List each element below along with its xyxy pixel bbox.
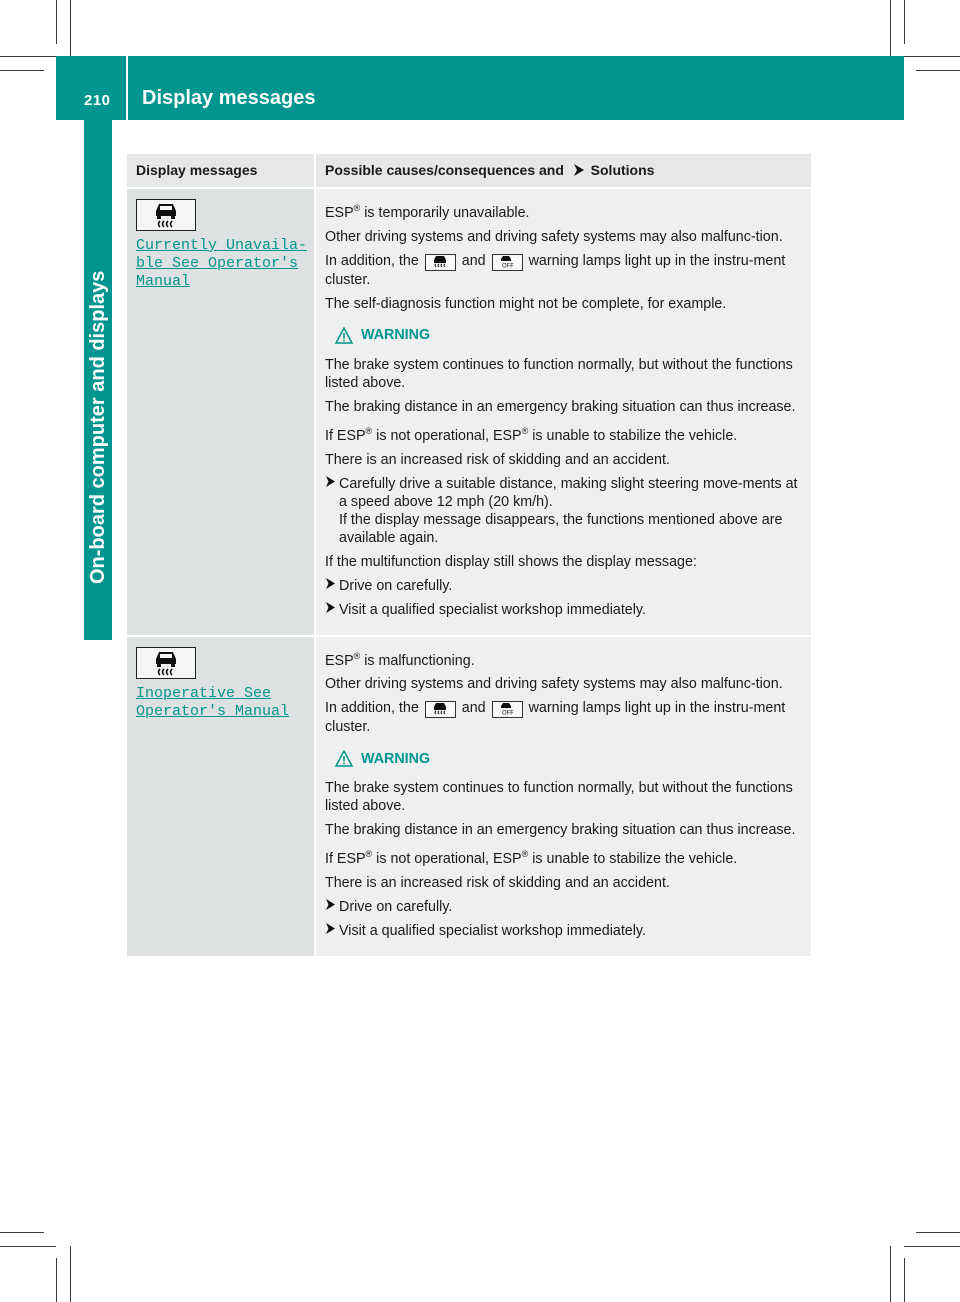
warning-triangle-icon xyxy=(335,327,353,344)
warning-heading: WARNING xyxy=(335,327,802,344)
crop-mark xyxy=(0,56,56,57)
header-divider xyxy=(126,56,128,120)
warning-paragraph: The braking distance in an emergency braking situation can thus increase. xyxy=(325,398,796,415)
esp-off-icon xyxy=(492,701,523,718)
page-number: 210 xyxy=(84,92,111,109)
crop-mark xyxy=(904,0,905,44)
crop-mark xyxy=(0,70,44,71)
step-arrow-icon xyxy=(325,577,339,595)
esp-skid-car-icon xyxy=(425,254,456,271)
crop-mark xyxy=(904,1246,960,1247)
warning-paragraph: The braking distance in an emergency braking situation can thus increase. xyxy=(325,822,796,839)
cause-paragraph: Other driving systems and driving safety systems may also malfunc-tion. xyxy=(325,228,783,245)
cause-paragraph: In addition, the and OFF warning lamps light up in the instru-ment cluster. xyxy=(325,252,786,288)
crop-mark xyxy=(56,0,57,44)
table-row xyxy=(127,189,811,635)
display-message-text: Inoperative See Operator's Manual xyxy=(136,684,290,720)
solution-step: Carefully drive a suitable distance, making slight steering move-ments at a speed above 12 mph (20 km/h). If the display message disappears, the functions mentioned above are available again. xyxy=(325,475,802,547)
column-header-messages: Display messages xyxy=(127,154,315,187)
crop-mark xyxy=(0,1246,56,1247)
solution-step: Drive on carefully. xyxy=(325,577,802,595)
svg-text:OFF: OFF xyxy=(502,262,514,268)
display-messages-table xyxy=(127,154,811,956)
cause-paragraph: ESP® is temporarily unavailable. xyxy=(325,203,530,221)
crop-mark xyxy=(0,1232,44,1233)
crop-mark xyxy=(890,1246,891,1302)
crop-mark xyxy=(70,1246,71,1302)
step-arrow-icon xyxy=(572,164,584,176)
cause-paragraph: The self-diagnosis function might not be complete, for example. xyxy=(325,295,727,312)
warning-paragraph: There is an increased risk of skidding and an accident. xyxy=(325,451,670,468)
section-title: Display messages xyxy=(142,87,316,109)
svg-text:OFF: OFF xyxy=(502,709,514,716)
step-arrow-icon xyxy=(325,898,339,916)
warning-paragraph: If ESP® is not operational, ESP® is unable to stabilize the vehicle. xyxy=(325,849,738,868)
warning-paragraph: If ESP® is not operational, ESP® is unable to stabilize the vehicle. xyxy=(325,425,738,444)
solution-cell xyxy=(315,189,811,635)
solution-step: Visit a qualified specialist workshop immediately. xyxy=(325,601,802,619)
step-arrow-icon xyxy=(325,601,339,619)
solution-step: Drive on carefully. xyxy=(325,898,802,916)
crop-mark xyxy=(70,0,71,56)
solution-cell xyxy=(315,637,811,957)
warning-heading: WARNING xyxy=(335,750,802,767)
esp-skid-car-icon xyxy=(136,199,196,231)
cause-paragraph: In addition, the and OFF warning lamps light up in the instru-ment cluster. xyxy=(325,700,786,736)
crop-mark xyxy=(890,0,891,56)
esp-skid-car-icon xyxy=(136,647,196,679)
cause-paragraph: If the multifunction display still shows the display message: xyxy=(325,553,697,570)
crop-mark xyxy=(916,1232,960,1233)
chapter-label: On-board computer and displays xyxy=(87,270,109,584)
warning-triangle-icon xyxy=(335,750,353,767)
warning-paragraph: The brake system continues to function normally, but without the functions listed above. xyxy=(325,356,793,391)
esp-off-icon xyxy=(492,254,523,271)
column-header-solutions-text: Possible causes/consequences and xyxy=(325,162,564,178)
crop-mark xyxy=(904,56,960,57)
message-cell xyxy=(127,189,315,635)
cause-paragraph: Other driving systems and driving safety systems may also malfunc-tion. xyxy=(325,676,783,693)
esp-skid-car-icon xyxy=(425,701,456,718)
cause-paragraph: ESP® is malfunctioning. xyxy=(325,650,475,669)
message-cell xyxy=(127,637,315,957)
step-arrow-icon xyxy=(325,475,339,547)
column-header-solutions-suffix: Solutions xyxy=(590,162,655,178)
solution-text xyxy=(325,199,802,619)
crop-mark xyxy=(56,1258,57,1302)
step-arrow-icon xyxy=(325,922,339,940)
table-header-row xyxy=(127,154,811,187)
display-message-text: Currently Unavaila- ble See Operator's Manual xyxy=(136,237,308,290)
warning-paragraph: The brake system continues to function normally, but without the functions listed above. xyxy=(325,780,793,815)
table-row xyxy=(127,637,811,957)
solution-text xyxy=(325,647,802,941)
crop-mark xyxy=(904,1258,905,1302)
warning-paragraph: There is an increased risk of skidding and an accident. xyxy=(325,875,670,892)
solution-step: Visit a qualified specialist workshop immediately. xyxy=(325,922,802,940)
crop-mark xyxy=(916,70,960,71)
column-header-solutions xyxy=(315,154,811,187)
